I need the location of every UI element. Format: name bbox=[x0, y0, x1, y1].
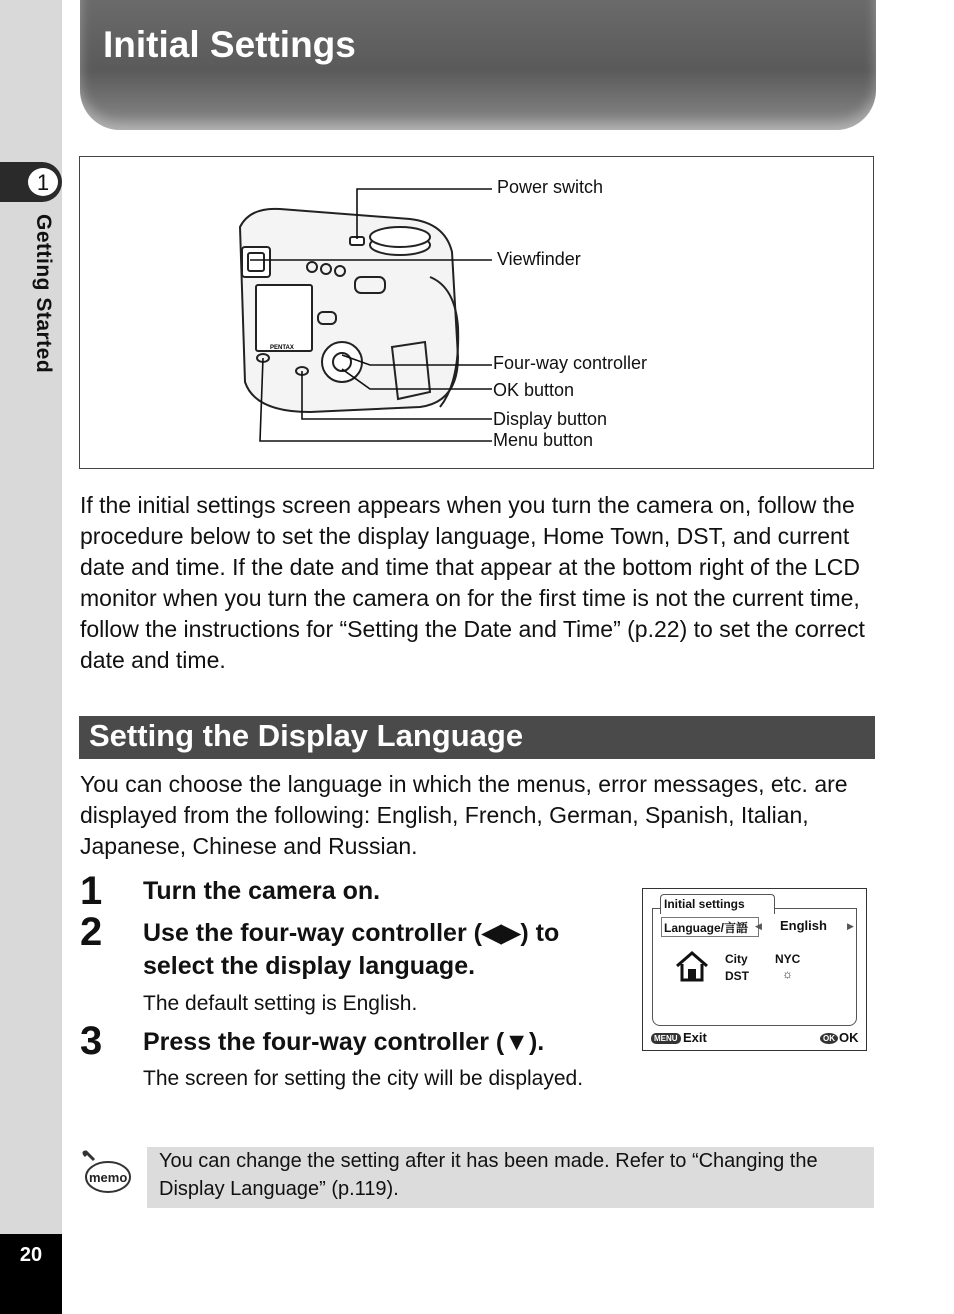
step-title-1: Turn the camera on. bbox=[143, 877, 381, 905]
step-number-3: 3 bbox=[80, 1019, 103, 1063]
step-title-2: Use the four-way controller (◀▶) to select the display language. bbox=[143, 919, 560, 980]
lcd-language-label: Language/言語 bbox=[664, 921, 749, 935]
callout-viewfinder: Viewfinder bbox=[497, 249, 581, 269]
section-description: You can choose the language in which the menus, error messages, etc. are displayed from the following: English, French, German, Spanish, Italian, Japanese, Chinese and Russian. bbox=[80, 771, 848, 859]
lcd-exit-label: Exit bbox=[683, 1030, 707, 1045]
section-title: Setting the Display Language bbox=[89, 718, 524, 753]
lcd-screen bbox=[642, 888, 867, 1051]
arrow-left-icon: ◀ bbox=[755, 921, 762, 931]
arrow-right-icon: ▶ bbox=[847, 921, 854, 931]
callout-four-way-controller: Four-way controller bbox=[493, 353, 648, 373]
callout-power-switch: Power switch bbox=[497, 177, 604, 197]
ok-badge: OK bbox=[820, 1033, 838, 1044]
callout-ok-button: OK button bbox=[493, 380, 575, 400]
chapter-title: Getting Started bbox=[32, 214, 55, 374]
intro-paragraph: If the initial settings screen appears when you turn the camera on, follow the procedure below to set the display language, Home Town, DST, and current date and time. If the date and time that appear at the bottom right of the LCD monitor when you turn the camera on for the first time is not the current time, follow the instructions for “Setting the Date and Time” (p.22) to set the correct date and time. bbox=[80, 492, 865, 673]
camera-illustration bbox=[80, 157, 875, 470]
lcd-tab-initial-settings: Initial settings bbox=[660, 894, 775, 914]
home-icon bbox=[673, 949, 711, 983]
chapter-number: 1 bbox=[26, 166, 60, 198]
sun-icon: ☼ bbox=[782, 967, 793, 981]
step-note-2: The default setting is English. bbox=[143, 992, 418, 1015]
step-number-1: 1 bbox=[80, 869, 103, 913]
lcd-language-row bbox=[661, 917, 759, 937]
lcd-city-label: City bbox=[725, 952, 748, 966]
memo-icon bbox=[80, 1150, 132, 1196]
lcd-language-value: English bbox=[780, 918, 827, 933]
menu-badge: MENU bbox=[651, 1033, 681, 1044]
page-number: 20 bbox=[19, 1244, 43, 1266]
memo-text: You can change the setting after it has been made. Refer to “Changing the Display Language” (p.119). bbox=[159, 1150, 818, 1200]
step-number-2: 2 bbox=[80, 910, 103, 954]
callout-display-button: Display button bbox=[493, 409, 608, 429]
step-title-3: Press the four-way controller (▼). bbox=[143, 1028, 545, 1056]
step-note-3: The screen for setting the city will be displayed. bbox=[143, 1067, 584, 1090]
camera-brand: PENTAX bbox=[270, 345, 294, 351]
lcd-ok-label: OK bbox=[839, 1030, 859, 1045]
page-title: Initial Settings bbox=[103, 24, 356, 65]
lcd-city-value: NYC bbox=[775, 952, 801, 966]
lcd-dst-label: DST bbox=[725, 969, 749, 983]
camera-figure bbox=[79, 156, 874, 469]
memo-icon-label: memo bbox=[89, 1170, 128, 1185]
callout-menu-button: Menu button bbox=[493, 430, 594, 450]
